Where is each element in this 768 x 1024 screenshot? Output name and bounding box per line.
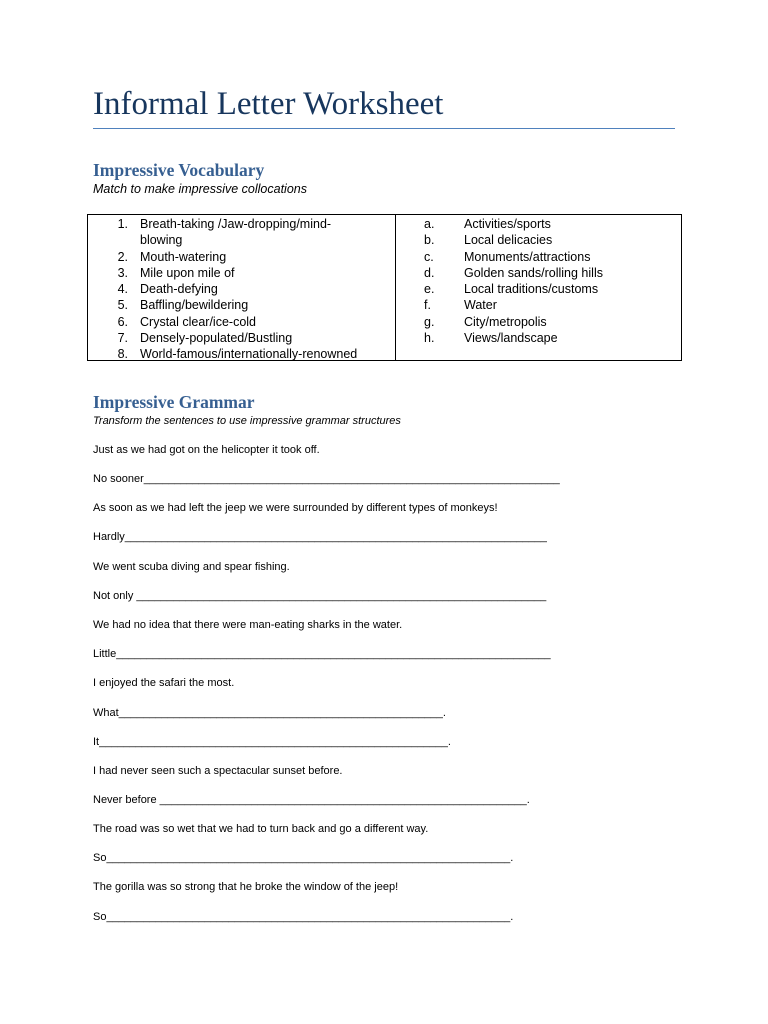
grammar-answer-line: Not only ___________________________________________________________________ [93,590,547,602]
title-underline [93,128,675,129]
left-item-number: 4. [117,282,128,297]
left-item-text: Densely-populated/Bustling [140,331,293,346]
left-item-number: 2. [117,249,128,264]
right-item-letter: e. [424,282,435,297]
right-item-text: Water [464,298,497,313]
left-item [88,314,395,330]
right-item-text: Monuments/attractions [464,249,591,264]
grammar-answer-line: What_____________________________________________________. [93,707,446,719]
left-item-text: Mouth-watering [140,249,227,264]
grammar-answer-line: So__________________________________________________________________. [93,852,514,864]
left-item [88,297,395,313]
right-item-letter: h. [424,331,435,346]
left-item-text: Crystal clear/ice-cold [140,314,257,329]
left-item [88,216,395,249]
right-item-text: Local delicacies [464,233,553,248]
grammar-instruction: Transform the sentences to use impressive grammar structures [93,415,401,427]
grammar-heading: Impressive Grammar [93,392,255,412]
right-item-text: City/metropolis [464,314,547,329]
grammar-answer-line: It_________________________________________________________. [93,736,451,748]
left-item-text: Mile upon mile of [140,265,235,280]
left-item-number: 1. [117,217,128,231]
grammar-sentence: The road was so wet that we had to turn back and go a different way. [93,823,429,835]
left-item-number: 8. [117,347,128,362]
grammar-answer-line: Never before ____________________________________________________________. [93,794,530,806]
right-item [396,297,681,313]
left-item-text: Breath-taking /Jaw-dropping/mind-blowing [140,217,332,248]
right-item [396,330,681,346]
right-item-letter: a. [424,217,435,231]
right-item-letter: b. [424,233,435,248]
right-item [396,281,681,297]
grammar-sentence: We went scuba diving and spear fishing. [93,561,290,573]
left-item-text: World-famous/internationally-renowned [140,347,358,362]
grammar-sentence: I enjoyed the safari the most. [93,677,235,689]
right-item-text: Local traditions/customs [464,282,599,297]
grammar-answer-line: So__________________________________________________________________. [93,911,514,923]
left-item-number: 7. [117,331,128,346]
right-item [396,232,681,248]
left-item [88,330,395,346]
right-item [396,314,681,330]
left-item [88,281,395,297]
left-item-number: 6. [117,314,128,329]
right-item-text: Golden sands/rolling hills [464,265,603,280]
right-item-letter: c. [424,249,434,264]
left-item-text: Baffling/bewildering [140,298,249,313]
right-item-letter: d. [424,265,435,280]
collocation-table [87,214,682,361]
left-item [88,346,395,362]
left-item-number: 5. [117,298,128,313]
vocabulary-instruction: Match to make impressive collocations [93,182,307,196]
grammar-sentence: Just as we had got on the helicopter it took off. [93,444,320,456]
right-item-letter: g. [424,314,435,329]
page-title: Informal Letter Worksheet [93,86,444,122]
grammar-sentence: As soon as we had left the jeep we were surrounded by different types of monkeys! [93,502,498,514]
right-item-text: Activities/sports [464,217,551,231]
grammar-answer-line: Hardly_____________________________________________________________________ [93,531,547,543]
left-item [88,265,395,281]
collocation-left-column [88,215,396,360]
left-item-text: Death-defying [140,282,218,297]
left-item-number: 3. [117,265,128,280]
grammar-answer-line: No sooner____________________________________________________________________ [93,473,560,485]
collocation-right-column [396,215,681,360]
vocabulary-heading: Impressive Vocabulary [93,160,265,180]
grammar-sentence: I had never seen such a spectacular sunset before. [93,765,343,777]
grammar-answer-line: Little_______________________________________________________________________ [93,648,551,660]
grammar-sentence: The gorilla was so strong that he broke the window of the jeep! [93,881,399,893]
right-item-letter: f. [424,298,431,313]
right-item-text: Views/landscape [464,331,558,346]
right-item [396,216,681,232]
grammar-sentence: We had no idea that there were man-eating sharks in the water. [93,619,403,631]
left-item [88,249,395,265]
right-item [396,249,681,265]
right-item [396,265,681,281]
